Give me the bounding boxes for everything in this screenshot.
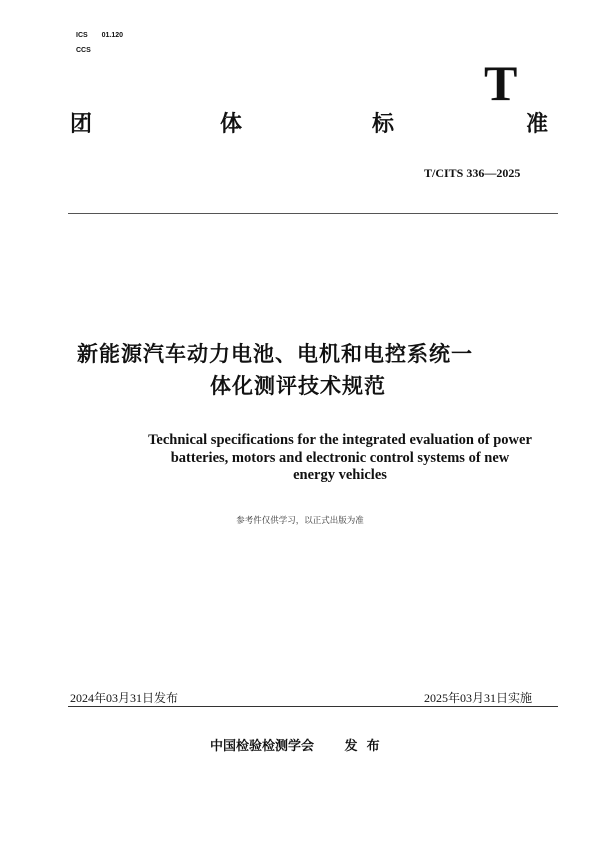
ics-label: ICS <box>76 32 88 39</box>
publisher-action: 发 布 <box>344 739 380 754</box>
ics-code: 01.120 <box>101 32 124 39</box>
header-divider <box>68 213 558 214</box>
reference-note: 参考件仅供学习，以正式出版为准 <box>236 516 364 526</box>
category-char-3: 标 <box>372 112 395 137</box>
title-en-line-3: energy vehicles <box>293 467 387 483</box>
implement-date: 2025年03月31日实施 <box>424 691 533 705</box>
title-cn-line-1: 新能源汽车动力电池、电机和电控系统一 <box>77 342 473 366</box>
release-date: 2024年03月31日发布 <box>70 691 179 705</box>
standard-number: T/CITS 336—2025 <box>424 166 521 180</box>
category-char-1: 团 <box>70 112 93 137</box>
category-char-2: 体 <box>220 112 243 137</box>
standard-letter: T <box>484 55 518 111</box>
publisher-line <box>210 735 380 754</box>
publisher-name: 中国检验检测学会 <box>210 739 315 754</box>
ics-classification <box>76 32 123 39</box>
footer-divider <box>68 706 558 707</box>
category-char-4: 准 <box>526 112 549 137</box>
title-en-line-1: Technical specifications for the integrated evaluation of power <box>148 432 532 448</box>
ccs-label: CCS <box>76 47 91 54</box>
title-cn-line-2: 体化测评技术规范 <box>210 374 386 398</box>
title-en-line-2: batteries, motors and electronic control systems of new <box>170 450 510 466</box>
